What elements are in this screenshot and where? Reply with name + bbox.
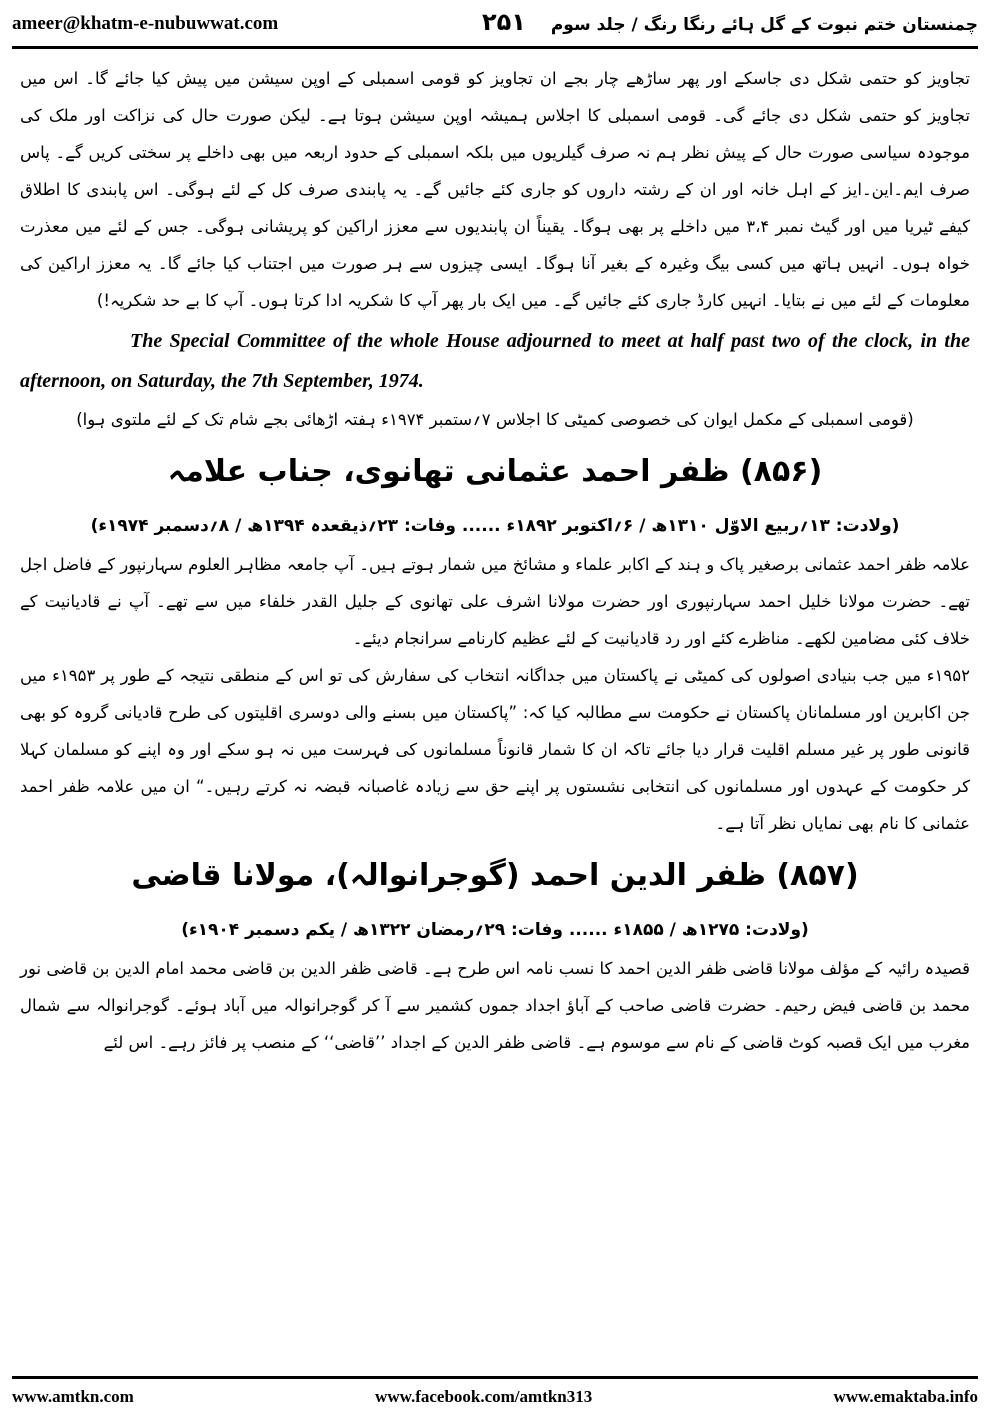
header-divider bbox=[12, 46, 978, 49]
section-857-heading: (۸۵۷) ظفر الدین احمد (گوجرانوالہ)، مولانا قاضی bbox=[131, 858, 859, 893]
intro-paragraph: تجاویز کو حتمی شکل دی جاسکے اور پھر ساڑھے چار بجے ان تجاویز کو قومی اسمبلی کے اوپن سیشن میں پیش کیا جائے گا۔ اس میں تجاویز کو حتمی شکل دی جائے گی۔ قومی اسمبلی کا اجلاس ہمیشہ اوپن سیشن ہوتا ہے۔ لیکن صورت حال کی نزاکت اور ملک کی موجودہ سیاسی صورت حال کے پیش نظر ہم نہ صرف گیلریوں میں بلکہ اسمبلی کے حدود اربعہ میں بھی داخلے پر سختی کریں گے۔ پاس صرف ایم۔این۔ایز کے اہل خانہ اور ان کے رشتہ داروں کو جاری کئے جائیں گے۔ یہ پابندی صرف کل کے لئے ہوگی۔ اس پابندی کا اطلاق کیفے ٹیریا میں اور گیٹ نمبر ۳،۴ میں داخلے پر بھی ہوگا۔ یقیناً ان پابندیوں سے معزز اراکین کو پریشانی ہوگی۔ جس کے لئے میں معذرت خواہ ہوں۔ انہیں ہاتھ میں کسی بیگ وغیرہ کے بغیر آنا ہوگا۔ ایسی چیزوں سے ہر صورت میں اجتناب کیا جائے گا۔ یہ معزز اراکین کی معلومات کے لئے میں نے بتایا۔ انہیں کارڈ جاری کئے جائیں گے۔ میں ایک بار پھر آپ کا شکریہ ادا کرتا ہوں۔ آپ کا بے حد شکریہ!) bbox=[20, 69, 970, 310]
page-header bbox=[12, 4, 978, 44]
section-857-dates: (ولادت: ۱۲۷۵ھ / ۱۸۵۵ء ...... وفات: ۲۹؍رمضان ۱۳۲۲ھ / یکم دسمبر ۱۹۰۴ء) bbox=[181, 920, 809, 940]
header-email[interactable]: ameer@khatm-e-nubuwwat.com bbox=[12, 13, 279, 34]
footer-link-website[interactable]: www.amtkn.com bbox=[12, 1387, 134, 1406]
book-title: چمنستان ختم نبوت کے گل ہائے رنگا رنگ / جلد سوم bbox=[550, 14, 978, 35]
section-857-paragraph: قصیدہ رائیہ کے مؤلف مولانا قاضی ظفر الدین احمد کا نسب نامہ اس طرح ہے۔ قاضی ظفر الدین بن قاضی محمد امام الدین بن قاضی نور محمد بن قاضی فیض رحیم۔ حضرت قاضی صاحب کے آباؤ اجداد جموں کشمیر سے آ کر گوجرانوالہ میں آباد ہوئے۔ گوجرانوالہ سے شمال مغرب میں ایک قصبہ کوٹ قاضی کے نام سے موسوم ہے۔ قاضی ظفر الدین کے اجداد ’’قاضی‘‘ کے منصب پر فائز رہے۔ اس لئے bbox=[20, 959, 970, 1052]
page-footer bbox=[12, 1382, 978, 1412]
page-content bbox=[20, 60, 970, 1061]
section-856-paragraph-1: علامہ ظفر احمد عثمانی برصغیر پاک و ہند کے اکابر علماء و مشائخ میں شمار ہوتے ہیں۔ آپ جامعہ مظاہر العلوم سہارنپور کے فاضل اجل تھے۔ حضرت مولانا خلیل احمد سہارنپوری اور حضرت مولانا اشرف علی تھانوی کے جلیل القدر خلفاء میں سے تھے۔ آپ نے قادیانیت کے خلاف کئی مضامین لکھے۔ مناظرے کئے اور رد قادیانیت کے لئے عظیم کارنامے سرانجام دیئے۔ bbox=[20, 555, 970, 648]
page-number: ۲۵۱ bbox=[482, 8, 526, 36]
footer-link-emaktaba[interactable]: www.emaktaba.info bbox=[833, 1387, 978, 1406]
english-adjournment-note: The Special Committee of the whole House adjourned to meet at half past two of the clock, in the afternoon, on Saturday, the 7th September, 1974. bbox=[20, 330, 970, 392]
footer-link-facebook[interactable]: www.facebook.com/amtkn313 bbox=[375, 1387, 593, 1406]
adjournment-translation: (قومی اسمبلی کے مکمل ایوان کی خصوصی کمیٹی کا اجلاس ۷؍ستمبر ۱۹۷۴ء ہفتہ اڑھائی بجے شام تک کے لئے ملتوی ہوا) bbox=[76, 410, 914, 429]
section-856-heading: (۸۵۶) ظفر احمد عثمانی تھانوی، جناب علامہ bbox=[167, 454, 823, 489]
footer-divider bbox=[12, 1376, 978, 1379]
section-856-paragraph-2: ۱۹۵۲ء میں جب بنیادی اصولوں کی کمیٹی نے پاکستان میں جداگانہ انتخاب کی سفارش کی تو اس کے منطقی نتیجہ کے طور پر ۱۹۵۳ء میں جن اکابرین اور مسلمانان پاکستان نے حکومت سے مطالبہ کیا کہ: ”پاکستان میں بسنے والی دوسری اقلیتوں کی طرح قادیانی گروہ کو بھی قانونی طور پر غیر مسلم اقلیت قرار دیا جائے تاکہ ان کا شمار قانوناً مسلمانوں کی فہرست میں نہ ہو سکے اور وہ اپنے کو مسلمان کہلا کر حکومت کے عہدوں اور مسلمانوں کی انتخابی نشستوں پر اپنے حق سے زیادہ غاصبانہ قبضہ نہ کرتے رہیں۔“ ان میں علامہ ظفر احمد عثمانی کا نام بھی نمایاں نظر آتا ہے۔ bbox=[20, 666, 970, 833]
section-856-dates: (ولادت: ۱۳؍ربیع الاوّل ۱۳۱۰ھ / ۶؍اکتوبر ۱۸۹۲ء ...... وفات: ۲۳؍ذیقعدہ ۱۳۹۴ھ / ۸؍دسمبر ۱۹۷۴ء) bbox=[90, 516, 900, 536]
